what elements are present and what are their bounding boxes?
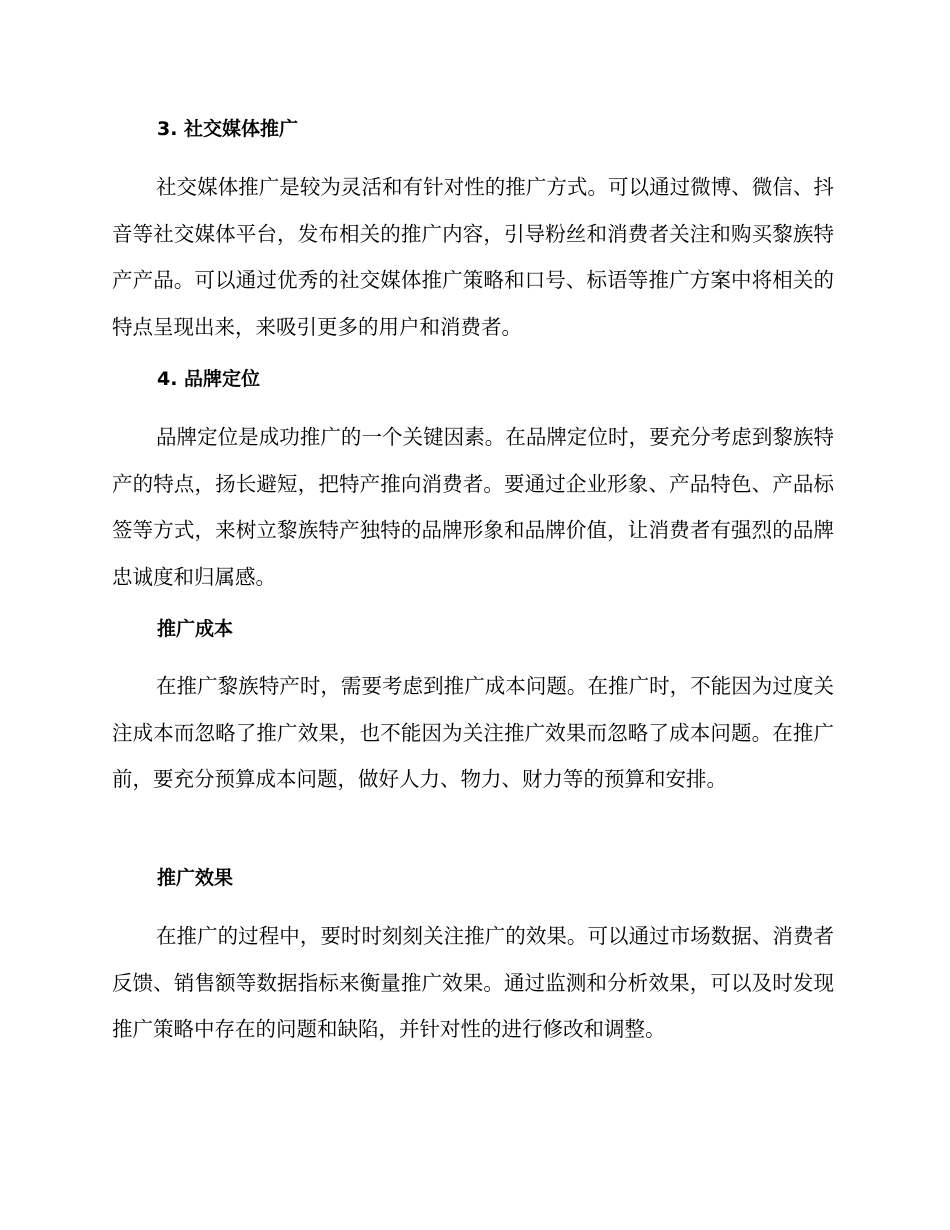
section-paragraph-social-media: 社交媒体推广是较为灵活和有针对性的推广方式。可以通过微博、微信、抖音等社交媒体平台，发布相关的推广内容，引导粉丝和消费者关注和购买黎族特产产品。可以通过优秀的社交媒体推广策略和口号、标语等推广方案中将相关的特点呈现出来，来吸引更多的用户和消费者。 — [112, 175, 834, 339]
section-heading-social-media: 3. 社交媒体推广 — [157, 118, 299, 140]
section-paragraph-promotion-cost: 在推广黎族特产时，需要考虑到推广成本问题。在推广时，不能因为过度关注成本而忽略了推广效果，也不能因为关注推广效果而忽略了成本问题。在推广前，要充分预算成本问题，做好人力、物力、财力等的预算和安排。 — [112, 674, 834, 791]
section-heading-promotion-cost: 推广成本 — [157, 618, 234, 640]
section-heading-brand-positioning: 4. 品牌定位 — [157, 368, 261, 390]
section-heading-promotion-effect: 推广效果 — [157, 867, 234, 889]
section-paragraph-promotion-effect: 在推广的过程中，要时时刻刻关注推广的效果。可以通过市场数据、消费者反馈、销售额等数据指标来衡量推广效果。通过监测和分析效果，可以及时发现推广策略中存在的问题和缺陷，并针对性的进行修改和调整。 — [112, 924, 834, 1041]
section-paragraph-brand-positioning: 品牌定位是成功推广的一个关键因素。在品牌定位时，要充分考虑到黎族特产的特点，扬长避短，把特产推向消费者。要通过企业形象、产品特色、产品标签等方式，来树立黎族特产独特的品牌形象和品牌价值，让消费者有强烈的品牌忠诚度和归属感。 — [112, 425, 834, 589]
